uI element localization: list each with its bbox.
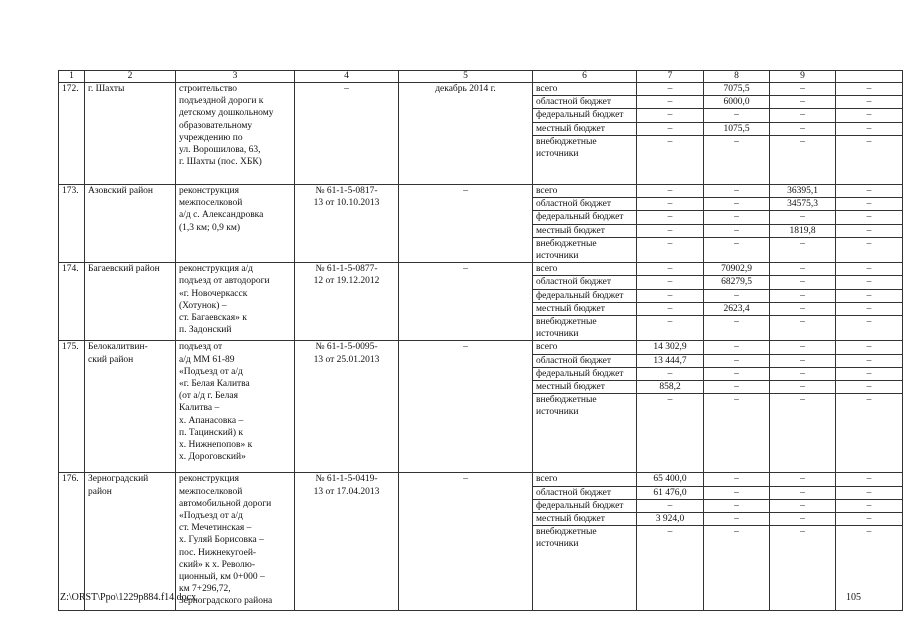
value-col-8: 2623,4 — [704, 302, 770, 315]
table-row — [59, 83, 903, 96]
document-cell: № 61-1-5-0419- 13 от 17.04.2013 — [295, 473, 399, 611]
value-col-9: – — [770, 316, 836, 341]
value-col-7: 65 400,0 — [637, 473, 704, 486]
value-col-10: – — [836, 381, 903, 394]
value-col-10: – — [836, 135, 903, 184]
value-col-10: – — [836, 122, 903, 135]
document-cell: № 61-1-5-0817- 13 от 10.10.2013 — [295, 185, 399, 263]
value-col-10: – — [836, 211, 903, 224]
table-row — [59, 263, 903, 276]
value-col-8: – — [704, 237, 770, 262]
value-col-8: – — [704, 354, 770, 367]
table-row — [59, 341, 903, 354]
value-col-9: – — [770, 96, 836, 109]
value-col-10: – — [836, 316, 903, 341]
funding-source-label: внебюджетные источники — [533, 237, 637, 262]
document-cell: – — [295, 83, 399, 185]
value-col-7: 13 444,7 — [637, 354, 704, 367]
value-col-9: – — [770, 211, 836, 224]
value-col-10: – — [836, 526, 903, 611]
value-col-10: – — [836, 302, 903, 315]
header-cell: 3 — [176, 71, 295, 83]
table-row — [59, 185, 903, 198]
row-number: 176. — [59, 473, 85, 611]
header-cell: 9 — [770, 71, 836, 83]
value-col-8: – — [704, 135, 770, 184]
value-col-7: 3 924,0 — [637, 513, 704, 526]
value-col-9: – — [770, 486, 836, 499]
funding-source-label: федеральный бюджет — [533, 499, 637, 512]
value-col-10: – — [836, 237, 903, 262]
value-col-7: – — [637, 198, 704, 211]
value-col-7: – — [637, 211, 704, 224]
value-col-10: – — [836, 198, 903, 211]
table-row — [59, 473, 903, 486]
value-col-9: – — [770, 237, 836, 262]
value-col-7: – — [637, 96, 704, 109]
value-col-8: – — [704, 316, 770, 341]
value-col-10: – — [836, 486, 903, 499]
header-cell: 8 — [704, 71, 770, 83]
footer-file-path: Z:\ORST\Ppo\1229p884.f14.docx — [60, 592, 197, 603]
district-cell: г. Шахты — [85, 83, 176, 185]
value-col-9: – — [770, 263, 836, 276]
value-col-7: – — [637, 367, 704, 380]
value-col-8: – — [704, 513, 770, 526]
value-col-9: – — [770, 302, 836, 315]
value-col-8: – — [704, 473, 770, 486]
funding-source-label: внебюджетные источники — [533, 316, 637, 341]
value-col-10: – — [836, 354, 903, 367]
row-number: 172. — [59, 83, 85, 185]
value-col-9: – — [770, 341, 836, 354]
description-cell: реконструкция межпоселковой автомобильной дороги «Подъезд от а/д ст. Мечетинская – х. Гуляй Борисовка – пос. Нижнекугоей- ский» к х. Револю- ционный, км 0+000 – км 7+296,72, Зерноградского района — [176, 473, 295, 611]
value-col-10: – — [836, 185, 903, 198]
value-col-9: – — [770, 289, 836, 302]
district-cell: Багаевский район — [85, 263, 176, 341]
value-col-9: – — [770, 109, 836, 122]
funding-source-label: местный бюджет — [533, 302, 637, 315]
value-col-10: – — [836, 499, 903, 512]
funding-source-label: внебюджетные источники — [533, 135, 637, 184]
value-col-9: – — [770, 499, 836, 512]
value-col-8: 1075,5 — [704, 122, 770, 135]
document-cell: № 61-1-5-0095- 13 от 25.01.2013 — [295, 341, 399, 473]
value-col-7: – — [637, 135, 704, 184]
value-col-7: – — [637, 289, 704, 302]
district-cell: Азовский район — [85, 185, 176, 263]
value-col-8: – — [704, 394, 770, 473]
funding-source-label: внебюджетные источники — [533, 526, 637, 611]
value-col-7: – — [637, 109, 704, 122]
date-cell: – — [399, 341, 533, 473]
value-col-10: – — [836, 394, 903, 473]
value-col-7: 858,2 — [637, 381, 704, 394]
value-col-10: – — [836, 276, 903, 289]
value-col-9: – — [770, 276, 836, 289]
funding-source-label: областной бюджет — [533, 96, 637, 109]
row-number: 174. — [59, 263, 85, 341]
description-cell: подъезд от а/д ММ 61-89 «Подъезд от а/д «г. Белая Калитва (от а/д г. Белая Калитва – х. Апанасовка – п. Тацинский) к х. Нижнепопов» к х. Дороговский» — [176, 341, 295, 473]
header-cell — [836, 71, 903, 83]
value-col-8: – — [704, 486, 770, 499]
date-cell: – — [399, 263, 533, 341]
value-col-9: – — [770, 135, 836, 184]
value-col-7: – — [637, 185, 704, 198]
description-cell: реконструкция межпоселковой а/д с. Александровка (1,3 км; 0,9 км) — [176, 185, 295, 263]
value-col-7: – — [637, 122, 704, 135]
funding-source-label: федеральный бюджет — [533, 109, 637, 122]
district-cell: Белокалитвин- ский район — [85, 341, 176, 473]
funding-source-label: областной бюджет — [533, 198, 637, 211]
value-col-7: – — [637, 394, 704, 473]
value-col-8: 68279,5 — [704, 276, 770, 289]
funding-source-label: областной бюджет — [533, 354, 637, 367]
value-col-9: – — [770, 473, 836, 486]
value-col-10: – — [836, 367, 903, 380]
funding-source-label: федеральный бюджет — [533, 367, 637, 380]
value-col-10: – — [836, 96, 903, 109]
funding-source-label: всего — [533, 185, 637, 198]
value-col-7: – — [637, 83, 704, 96]
header-cell: 7 — [637, 71, 704, 83]
value-col-9: 1819,8 — [770, 224, 836, 237]
funding-source-label: всего — [533, 83, 637, 96]
value-col-10: – — [836, 109, 903, 122]
funding-source-label: всего — [533, 473, 637, 486]
funding-source-label: внебюджетные источники — [533, 394, 637, 473]
value-col-9: 36395,1 — [770, 185, 836, 198]
value-col-8: – — [704, 185, 770, 198]
value-col-9: – — [770, 526, 836, 611]
funding-source-label: федеральный бюджет — [533, 211, 637, 224]
value-col-7: 61 476,0 — [637, 486, 704, 499]
district-cell: Зерноградский район — [85, 473, 176, 611]
value-col-8: 70902,9 — [704, 263, 770, 276]
funding-source-label: областной бюджет — [533, 276, 637, 289]
value-col-7: – — [637, 276, 704, 289]
funding-source-label: местный бюджет — [533, 513, 637, 526]
value-col-10: – — [836, 263, 903, 276]
header-cell: 4 — [295, 71, 399, 83]
value-col-9: – — [770, 381, 836, 394]
value-col-8: – — [704, 381, 770, 394]
description-cell: реконструкция а/д подъезд от автодороги «г. Новочеркасск (Хотунок) – ст. Багаевская» к п. Задонский — [176, 263, 295, 341]
value-col-8: – — [704, 224, 770, 237]
funding-source-label: федеральный бюджет — [533, 289, 637, 302]
value-col-8: 6000,0 — [704, 96, 770, 109]
funding-source-label: всего — [533, 263, 637, 276]
date-cell: – — [399, 473, 533, 611]
funding-source-label: местный бюджет — [533, 224, 637, 237]
value-col-8: – — [704, 341, 770, 354]
value-col-7: – — [637, 499, 704, 512]
value-col-9: 34575,3 — [770, 198, 836, 211]
value-col-9: – — [770, 513, 836, 526]
row-number: 175. — [59, 341, 85, 473]
value-col-8: – — [704, 499, 770, 512]
value-col-10: – — [836, 289, 903, 302]
funding-source-label: областной бюджет — [533, 486, 637, 499]
header-cell: 5 — [399, 71, 533, 83]
header-cell: 2 — [85, 71, 176, 83]
value-col-8: – — [704, 211, 770, 224]
value-col-7: – — [637, 316, 704, 341]
funding-source-label: местный бюджет — [533, 122, 637, 135]
header-cell: 1 — [59, 71, 85, 83]
value-col-7: – — [637, 224, 704, 237]
value-col-8: – — [704, 289, 770, 302]
funding-source-label: местный бюджет — [533, 381, 637, 394]
value-col-9: – — [770, 367, 836, 380]
value-col-9: – — [770, 394, 836, 473]
date-cell: – — [399, 185, 533, 263]
value-col-8: – — [704, 109, 770, 122]
value-col-7: – — [637, 263, 704, 276]
funding-source-label: всего — [533, 341, 637, 354]
value-col-9: – — [770, 354, 836, 367]
description-cell: строительство подъездной дороги к детскому дошкольному образовательному учреждению по ул. Ворошилова, 63, г. Шахты (пос. ХБК) — [176, 83, 295, 185]
row-number: 173. — [59, 185, 85, 263]
value-col-10: – — [836, 224, 903, 237]
value-col-10: – — [836, 473, 903, 486]
document-cell: № 61-1-5-0877- 12 от 19.12.2012 — [295, 263, 399, 341]
value-col-10: – — [836, 83, 903, 96]
value-col-8: 7075,5 — [704, 83, 770, 96]
value-col-7: 14 302,9 — [637, 341, 704, 354]
footer-page-number: 105 — [846, 592, 861, 603]
value-col-9: – — [770, 83, 836, 96]
date-cell: декабрь 2014 г. — [399, 83, 533, 185]
value-col-7: – — [637, 237, 704, 262]
value-col-8: – — [704, 526, 770, 611]
header-row — [59, 71, 903, 83]
value-col-8: – — [704, 367, 770, 380]
value-col-10: – — [836, 513, 903, 526]
value-col-9: – — [770, 122, 836, 135]
header-cell: 6 — [533, 71, 637, 83]
value-col-7: – — [637, 526, 704, 611]
value-col-10: – — [836, 341, 903, 354]
value-col-7: – — [637, 302, 704, 315]
value-col-8: – — [704, 198, 770, 211]
budget-table — [58, 70, 903, 611]
